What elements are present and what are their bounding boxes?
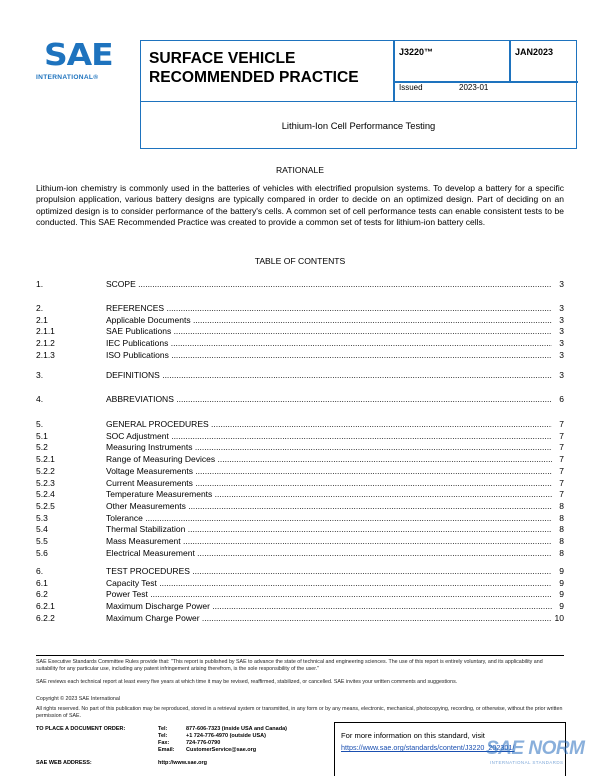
toc-entry-page: 9	[559, 566, 564, 576]
toc-entry-page: 3	[559, 370, 564, 380]
email-link[interactable]: CustomerService@sae.org	[186, 747, 257, 753]
toc-entry-title: Voltage Measurements .....	[106, 466, 552, 477]
toc-entry[interactable]	[36, 501, 564, 512]
toc-entry-page: 7	[559, 430, 564, 441]
footer-divider	[36, 655, 564, 656]
web-link[interactable]: http://www.sae.org	[158, 760, 207, 766]
toc-entry-number: 3.	[36, 370, 44, 380]
toc-entry-page: 7	[559, 419, 564, 429]
toc-heading: TABLE OF CONTENTS	[254, 256, 346, 266]
toc-entry-number: 5.6	[36, 547, 48, 558]
toc-entry[interactable]	[36, 442, 564, 453]
toc-entry-title: Tolerance .....	[106, 513, 552, 524]
toc-entry-page: 3	[559, 326, 564, 337]
toc-entry-title: Range of Measuring Devices .....	[106, 454, 552, 465]
toc-entry-title: ABBREVIATIONS .....	[106, 394, 552, 405]
document-number: J3220™	[399, 47, 434, 57]
toc-entry-number: 5.2.2	[36, 465, 55, 476]
issued-value: 2023-01	[459, 83, 489, 92]
toc-entry-title: Electrical Measurement .....	[106, 548, 552, 559]
toc-entry-page: 9	[559, 601, 564, 612]
toc-entry-title: Temperature Measurements .....	[106, 489, 552, 500]
toc-entry-page: 9	[559, 589, 564, 600]
toc-entry-page: 7	[559, 477, 564, 488]
review-notice: SAE reviews each technical report at least every five years at which time it may be revised, reaffirmed, stabilized, or cancelled. SAE invites your written comments and suggestions.	[36, 679, 458, 685]
info-text: For more information on this standard, visit	[341, 731, 485, 740]
toc-entry[interactable]	[36, 279, 564, 290]
toc-entry-title: SAE Publications .....	[106, 326, 552, 337]
toc-entry[interactable]	[36, 315, 564, 326]
toc-entry-number: 2.1.2	[36, 338, 55, 349]
toc-entry-number: 6.2	[36, 589, 48, 600]
issued-label: Issued	[399, 83, 423, 92]
toc-entry-number: 5.2.5	[36, 500, 55, 511]
title-box	[140, 101, 577, 149]
toc-entry-title: ISO Publications .....	[106, 350, 552, 361]
toc-entry[interactable]	[36, 394, 564, 405]
toc-entry[interactable]	[36, 478, 564, 489]
contact-label: Email:	[158, 747, 175, 753]
toc-entry-title: Current Measurements .....	[106, 478, 552, 489]
watermark-text: SAE NORM	[486, 738, 585, 759]
contact-label: Tel:	[158, 726, 168, 732]
order-label: TO PLACE A DOCUMENT ORDER:	[36, 726, 126, 732]
document-date: JAN2023	[515, 47, 554, 57]
rationale-heading: RATIONALE	[275, 165, 325, 175]
standard-url-link[interactable]: https://www.sae.org/standards/content/J3220_202301/	[341, 743, 515, 752]
toc-entry-number: 5.4	[36, 524, 48, 535]
toc-entry-page: 9	[559, 577, 564, 588]
contact-label: Tel:	[158, 733, 168, 739]
toc-entry-number: 6.2.2	[36, 612, 55, 623]
toc-entry-number: 2.	[36, 303, 44, 313]
document-type: SURFACE VEHICLE RECOMMENDED PRACTICE	[149, 50, 359, 86]
rationale-text: Lithium-ion chemistry is commonly used in the batteries of vehicles with electrified propulsion systems. To develop a battery for a specific propulsion application, various battery designs are typically compared in order to decide on an optimized design. Part of deciding on an optimized design is to consider performance of the battery's cells. A common set of cell performance tests can enable consistent tests to be conducted. This SAE Recommended Practice was created to provide a common set of tests for lithium-ion battery cells.	[36, 183, 564, 228]
toc-entry-title: Applicable Documents .....	[106, 315, 552, 326]
toc-entry-page: 8	[559, 512, 564, 523]
toc-entry[interactable]	[36, 454, 564, 465]
toc-entry-number: 1.	[36, 279, 44, 289]
toc-entry-page: 7	[559, 465, 564, 476]
toc-entry-page: 3	[559, 314, 564, 325]
toc-entry-title: IEC Publications .....	[106, 338, 552, 349]
toc-entry[interactable]	[36, 431, 564, 442]
toc-entry-title: Maximum Charge Power .....	[106, 613, 552, 624]
toc-entry[interactable]	[36, 489, 564, 500]
toc-entry-number: 5.5	[36, 536, 48, 546]
copyright: Copyright © 2023 SAE International	[36, 696, 120, 702]
toc-entry[interactable]	[36, 303, 564, 314]
document-title: Lithium-Ion Cell Performance Testing	[281, 120, 436, 131]
toc-entry[interactable]	[36, 524, 564, 535]
toc-entry-title: Mass Measurement .....	[106, 536, 552, 547]
toc-entry-page: 3	[559, 349, 564, 360]
toc-entry-number: 5.	[36, 419, 44, 429]
toc-entry-title: TEST PROCEDURES .....	[106, 566, 552, 577]
logo-subtitle: INTERNATIONAL®	[36, 74, 99, 81]
toc-entry-number: 6.1	[36, 577, 48, 588]
toc-entry-number: 2.1.1	[36, 326, 55, 337]
toc-entry[interactable]	[36, 370, 564, 381]
toc-entry-title: Measuring Instruments .....	[106, 442, 552, 453]
logo-mark: SAE	[44, 38, 113, 73]
contact-row[interactable]	[158, 747, 256, 753]
contact-label: Fax:	[158, 740, 170, 746]
toc-entry[interactable]	[36, 566, 564, 577]
contact-row	[158, 733, 266, 739]
toc-entry-page: 3	[559, 303, 564, 313]
toc-entry[interactable]	[36, 419, 564, 430]
watermark	[486, 738, 596, 776]
toc-entry[interactable]	[36, 326, 564, 337]
toc-entry-title: Capacity Test .....	[106, 578, 552, 589]
toc-entry-number: 2.1.3	[36, 349, 55, 360]
rules-notice: SAE Executive Standards Committee Rules provide that: "This report is published by SAE to advance the state of technical and engineering sciences. The use of this report is entirely voluntary, and its applicability and suitability for any particular use, including any patent infringement arising therefrom, is the sole responsibility of the user."	[36, 659, 543, 672]
toc-entry-number: 5.2	[36, 442, 48, 453]
toc-entry-number: 6.2.1	[36, 601, 55, 612]
toc-entry-number: 5.2.3	[36, 477, 55, 488]
toc-entry-number: 2.1	[36, 314, 48, 325]
toc-entry[interactable]	[36, 589, 564, 600]
toc-entry-number: 5.2.4	[36, 489, 55, 500]
toc-entry-number: 4.	[36, 394, 44, 404]
toc-entry[interactable]	[36, 466, 564, 477]
contact-row	[158, 740, 220, 746]
toc-entry[interactable]	[36, 613, 564, 624]
toc-entry-title: Maximum Discharge Power .....	[106, 601, 552, 612]
toc-entry[interactable]	[36, 513, 564, 524]
header-divider	[509, 41, 511, 81]
toc-entry-title: GENERAL PROCEDURES .....	[106, 419, 552, 430]
rights-notice: All rights reserved. No part of this publication may be reproduced, stored in a retrieval system or transmitted, in any form or by any means, electronic, mechanical, photocopying, recording, or otherwise, without the prior written permission of SAE.	[36, 706, 563, 719]
toc-entry-title: REFERENCES .....	[106, 303, 552, 314]
toc-entry-page: 3	[559, 279, 564, 289]
watermark-subtext: INTERNATIONAL STANDARDS	[490, 760, 564, 765]
toc-entry[interactable]	[36, 350, 564, 361]
toc-entry-title: SOC Adjustment .....	[106, 431, 552, 442]
toc-entry-page: 8	[559, 547, 564, 558]
toc-entry-title: Power Test .....	[106, 589, 552, 600]
toc-entry-page: 7	[559, 454, 564, 465]
toc-entry-number: 5.3	[36, 512, 48, 523]
toc-entry-page: 10	[554, 612, 564, 623]
toc-entry-title: DEFINITIONS .....	[106, 370, 552, 381]
toc-entry-title: SCOPE .....	[106, 279, 552, 290]
contact-value: 724-776-0790	[186, 740, 221, 746]
toc-entry-number: 5.2.1	[36, 454, 55, 465]
toc-entry[interactable]	[36, 548, 564, 559]
header-divider	[393, 41, 395, 101]
contact-value: 877-606-7323 (inside USA and Canada)	[186, 726, 287, 732]
toc-entry-title: Other Measurements .....	[106, 501, 552, 512]
sae-logo	[36, 34, 120, 94]
contact-row	[158, 726, 287, 732]
contact-value: +1 724-776-4970 (outside USA)	[186, 733, 266, 739]
toc-entry-title: Thermal Stabilization .....	[106, 524, 552, 535]
toc-entry-page: 8	[559, 500, 564, 511]
toc-entry[interactable]	[36, 338, 564, 349]
toc-entry-page: 3	[559, 338, 564, 349]
toc-entry[interactable]	[36, 601, 564, 612]
toc-entry-page: 8	[559, 524, 564, 535]
toc-entry[interactable]	[36, 578, 564, 589]
toc-entry-page: 7	[559, 489, 564, 500]
toc-entry[interactable]	[36, 536, 564, 547]
header-box	[140, 40, 577, 102]
toc-entry-page: 6	[559, 394, 564, 404]
toc-entry-page: 7	[559, 442, 564, 453]
web-label: SAE WEB ADDRESS:	[36, 760, 92, 766]
toc-entry-number: 6.	[36, 566, 44, 576]
toc-entry-number: 5.1	[36, 430, 48, 441]
toc-entry-page: 8	[559, 536, 564, 546]
